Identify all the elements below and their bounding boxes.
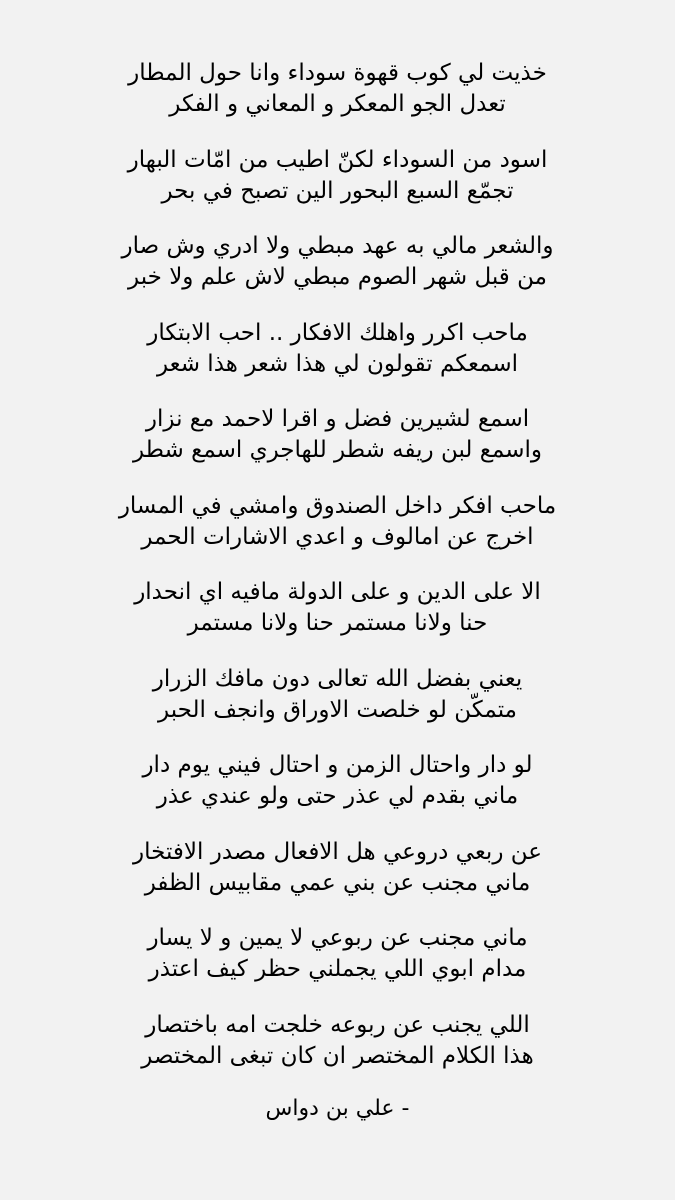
stanza bbox=[90, 923, 585, 1010]
poem-line: اسمعكم تقولون لي هذا شعر هذا شعر bbox=[156, 350, 519, 377]
stanza bbox=[90, 231, 585, 318]
poem-line: يعني بفضل الله تعالى دون مافك الزرار bbox=[152, 665, 523, 692]
poem-line: الا على الدين و على الدولة مافيه اي انحدار bbox=[134, 579, 541, 605]
poem-line: متمكّن لو خلصت الاوراق وانجف الحبر bbox=[158, 696, 517, 723]
poem-line: هذا الكلام المختصر ان كان تبغى المختصر bbox=[141, 1042, 534, 1069]
poem-line: اللي يجنب عن ربوعه خلجت امه باختصار bbox=[145, 1011, 530, 1038]
poem-line: ماني مجنب عن ربوعي لا يمين و لا يسار bbox=[147, 925, 528, 951]
poem-line: مدام ابوي اللي يجملني حظر كيف اعتذر bbox=[148, 956, 527, 982]
poem-line: اسمع لشيرين فضل و اقرا لاحمد مع نزار bbox=[145, 406, 530, 432]
stanza bbox=[90, 577, 585, 664]
stanza bbox=[90, 750, 585, 837]
stanza bbox=[90, 1010, 585, 1097]
stanza bbox=[90, 664, 585, 751]
poem-line: من قبل شهر الصوم مبطي لاش علم ولا خبر bbox=[128, 264, 547, 290]
poem-line: اخرج عن امالوف و اعدي الاشارات الحمر bbox=[141, 523, 534, 550]
poem-line: لو دار واحتال الزمن و احتال فيني يوم دار bbox=[142, 752, 533, 778]
poem-line: ماني مجنب عن بني عمي مقابيس الظفر bbox=[144, 869, 531, 896]
poem-line: والشعر مالي به عهد مبطي ولا ادري وش صار bbox=[121, 233, 554, 259]
stanza bbox=[90, 145, 585, 232]
poem-line: خذيت لي كوب قهوة سوداء وانا حول المطار bbox=[128, 60, 547, 86]
poem-line: ماحب اكرر واهلك الافكار .. احب الابتكار bbox=[147, 319, 528, 346]
poem-line: عن ربعي دروعي هل الافعال مصدر الافتخار bbox=[133, 838, 542, 865]
poem-line: ماني بقدم لي عذر حتى ولو عندي عذر bbox=[156, 783, 519, 809]
poem-line: اسود من السوداء لكنّ اطيب من امّات البهار bbox=[127, 146, 548, 173]
stanza bbox=[90, 837, 585, 924]
poem-line: واسمع لبن ريفه شطر للهاجري اسمع شطر bbox=[132, 437, 543, 463]
stanza bbox=[90, 404, 585, 491]
poem-line: حنا ولانا مستمر حنا ولانا مستمر bbox=[187, 610, 488, 636]
poem-body bbox=[90, 58, 585, 1096]
stanza bbox=[90, 491, 585, 578]
poem-line: تجمّع السبع البحور الين تصبح في بحر bbox=[161, 177, 514, 204]
stanza bbox=[90, 58, 585, 145]
poem-line: تعدل الجو المعكر و المعاني و الفكر bbox=[169, 91, 506, 117]
stanza bbox=[90, 318, 585, 405]
poem-line: ماحب افكر داخل الصندوق وامشي في المسار bbox=[118, 492, 557, 519]
poet-signature: - علي بن دواس bbox=[265, 1096, 410, 1121]
